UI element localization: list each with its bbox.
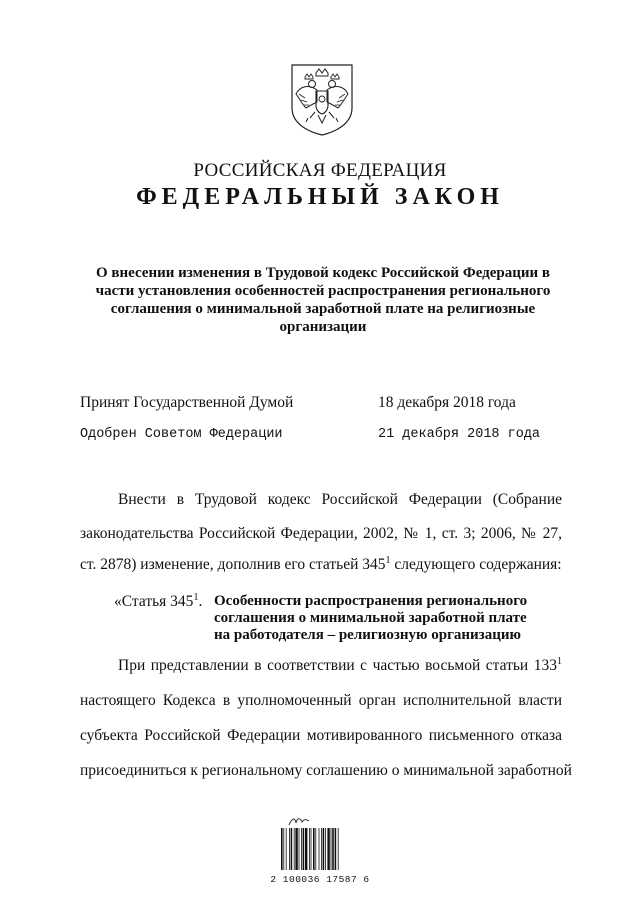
barcode-bar — [301, 828, 302, 870]
barcode-number: 2 100036 17587 6 — [270, 874, 370, 885]
barcode-bar — [311, 828, 312, 870]
barcode-bar — [281, 828, 283, 870]
barcode-bar — [315, 828, 316, 870]
article-heading: Особенности распространения регионального соглашения о минимальной заработной плате на работодателя – религиозную организацию — [214, 593, 528, 643]
intro-line-3: ст. 2878) изменение, дополнив его статьей $345^1$ следующего содержания: — [80, 554, 562, 573]
article-label: «Статья $345^1$. — [114, 591, 203, 610]
body-line-1: При представлении в соответствии с частью восьмой статьи $133^1$ — [118, 655, 562, 674]
barcode-bar — [303, 828, 305, 870]
barcode-bar — [331, 828, 332, 870]
barcode-bar — [286, 828, 287, 870]
barcode-bar — [295, 828, 297, 870]
duma-adoption-date: 18 декабря 2018 года — [378, 394, 516, 411]
barcode-bar — [335, 828, 337, 870]
barcode-bar — [321, 828, 322, 870]
barcode-bar — [309, 828, 310, 870]
duma-adoption-label: Принят Государственной Думой — [80, 394, 294, 411]
barcode-bar — [332, 828, 334, 870]
body-line-4: присоединиться к региональному соглашению о минимальной заработной — [80, 762, 572, 779]
barcode-bar — [323, 828, 325, 870]
barcode-bar — [283, 828, 284, 870]
barcode-bar — [327, 828, 329, 870]
council-approval-date: 21 декабря 2018 года — [378, 427, 541, 442]
country-heading: РОССИЙСКАЯ ФЕДЕРАЦИЯ — [193, 160, 447, 181]
barcode-bar — [299, 828, 300, 870]
barcode-bar — [313, 828, 315, 870]
body-line-2: настоящего Кодекса в уполномоченный орган исполнительной власти — [80, 692, 562, 709]
barcode-bar — [325, 828, 326, 870]
handwritten-mark-icon — [287, 814, 311, 828]
barcode-bar — [319, 828, 320, 870]
barcode-bar — [291, 828, 293, 870]
barcode-bar — [289, 828, 290, 870]
intro-line-2: законодательства Российской Федерации, 2002, № 1, ст. 3; 2006, № 27, — [80, 525, 562, 542]
body-line-3: субъекта Российской Федерации мотивированного письменного отказа — [80, 727, 562, 744]
barcode-icon — [281, 828, 359, 870]
law-title: О внесении изменения в Трудовой кодекс Российской Федерации в части установления особенностей распространения регионального соглашения о минимальной заработной плате на религиозные организации — [95, 265, 551, 335]
council-approval-label: Одобрен Советом Федерации — [80, 427, 283, 442]
coat-of-arms-icon — [291, 64, 353, 136]
barcode-bar — [305, 828, 307, 870]
intro-line-1: Внести в Трудовой кодекс Российской Федерации (Собрание — [118, 491, 562, 508]
barcode-bar — [294, 828, 295, 870]
barcode-bar — [338, 828, 339, 870]
document-type-heading: ФЕДЕРАЛЬНЫЙ ЗАКОН — [136, 184, 504, 210]
